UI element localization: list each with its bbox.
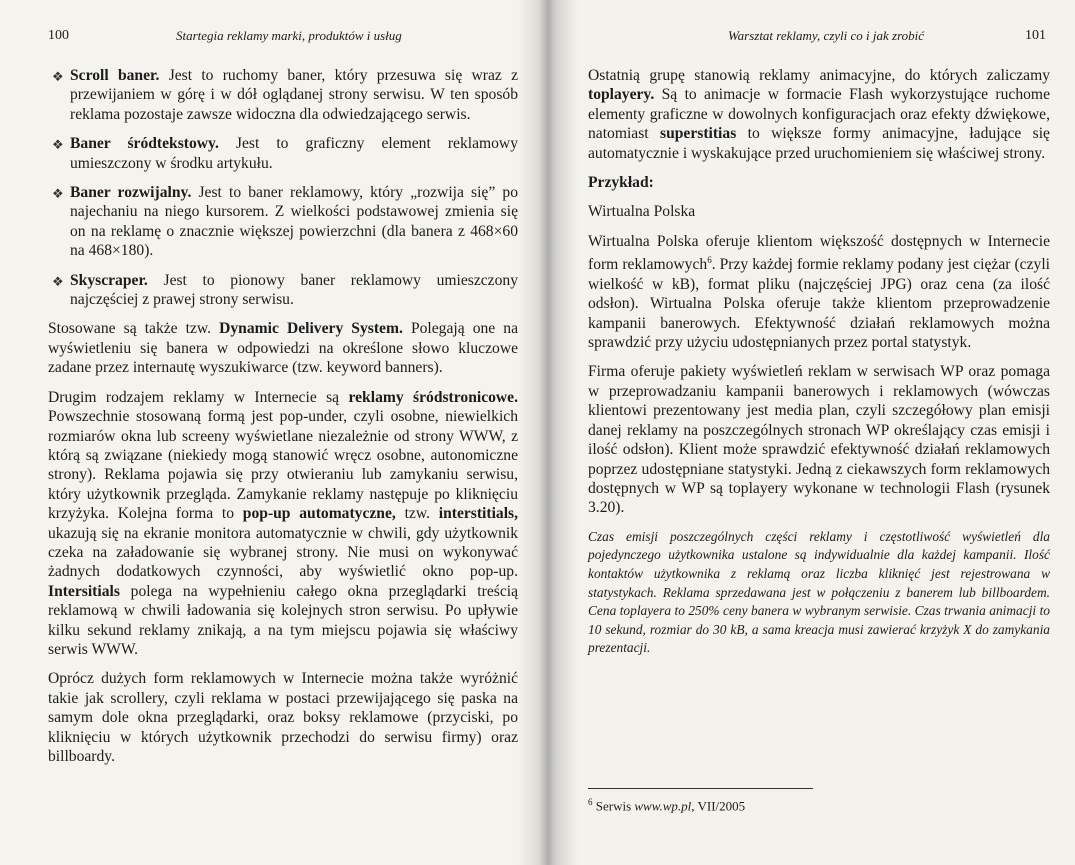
bullet-text: Jest to graficzny element reklamowy umieszczony w środku artykułu. (70, 135, 518, 172)
text-run: Są to animacje w formacie Flash wykorzystujące ruchome elementy graficzne w dowolnych konfiguracjach oraz efekty dźwiękowe, natomiast (588, 86, 1050, 143)
bold-term: superstitias (660, 125, 737, 143)
text-run: Wirtualna Polska oferuje klientom większość dostępnych w Internecie form reklamowych (588, 232, 1050, 274)
bullet-item (48, 183, 518, 261)
text-run: to większe formy animacyjne, ładujące się automatycznie i wyskakujące przed uruchomieniem się właściwej strony. (588, 125, 1050, 162)
diamond-bullet-icon: ❖ (52, 273, 64, 289)
paragraph-scrollery: Oprócz dużych form reklamowych w Internecie można także wyróżnić takie jak scrollery, czyli reklama w postaci przewijającego się paska na samym dole okna przeglądarki, oraz boksy reklamowe (przyciski, po kliknięciu w których użytkownik przechodzi do serwisu firmy) oraz billboardy. (48, 670, 518, 765)
footnote-mark: 6 (588, 797, 593, 807)
text-run: Ostatnią grupę stanowią reklamy animacyjne, do których zaliczamy (588, 67, 1050, 84)
text-run: polega na wypełnieniu całego okna przeglądarki treścią reklamową w chwili ładowania się kolejnych stron serwisu. Po upływie kilku sekund reklamy znikają, a na tym miejscu pojawia się właściwy serwis WWW. (48, 582, 518, 658)
footnote (588, 797, 745, 814)
bold-term: Dynamic Delivery System. (219, 320, 403, 338)
example-name: Wirtualna Polska (588, 203, 696, 221)
bullet-term: Skyscraper. (70, 271, 148, 289)
bullet-term: Baner rozwijalny. (70, 184, 192, 202)
right-page (538, 0, 1075, 865)
bullet-item (48, 271, 518, 310)
bullet-text: Jest to ruchomy baner, który przesuwa się wraz z przewijaniem w górę i w dół oglądanej strony serwisu. W ten sposób reklama pozostaje zawsze widoczna dla odwiedzającego serwis. (70, 67, 518, 123)
bullet-term: Baner śródtekstowy. (70, 135, 219, 153)
diamond-bullet-icon: ❖ (52, 137, 64, 153)
example-label-text: Przykład: (588, 174, 654, 192)
right-running-header: Warsztat reklamy, czyli co i jak zrobić (728, 28, 925, 43)
text-run: ukazują się na ekranie monitora automatycznie w chwili, gdy użytkownik czeka na załadowanie się wybranej strony. Nie musi on wykonywać żadnych dodatkowych czynności, aby wyświetlić okno pop-up. (48, 524, 518, 581)
bold-term: reklamy śródstronicowe. (348, 388, 518, 406)
text-run: Powszechnie stosowaną formą jest pop-under, czyli osobne, niewielkich rozmiarów okna lub screeny wyświetlane niezależnie od strony WWW, z którą są związane (niekiedy mogą stanowić wręcz osobne, autonomiczne strony). Reklama pojawia się przy otwieraniu lub zamykaniu serwisu, który użytkownik przegląda. Zamykanie reklamy następuje po kliknięciu krzyżyka. Kolejna forma to (48, 408, 518, 523)
bullet-term: Scroll baner. (70, 67, 160, 84)
bold-term: pop-up automatyczne, (242, 505, 396, 523)
text-run: tzw. (404, 505, 430, 523)
paragraph-toplayery (588, 66, 1050, 163)
bullet-item (48, 134, 518, 173)
paragraph-reklamy-srodstronicowe (48, 388, 518, 660)
left-page-number: 100 (48, 28, 69, 43)
left-running-header: Startegia reklamy marki, produktów i usług (176, 28, 402, 43)
bullet-text: Jest to baner reklamowy, który „rozwija się” po najechaniu na niego kursorem. Z wielkości podstawowej zmienia się on na reklamę o znacznie większej powierzchni (dla banera z 468×60 na 468×180). (70, 184, 518, 260)
paragraph-dynamic-delivery (48, 319, 518, 377)
footnote-ref: 6 (707, 255, 712, 266)
example-label (588, 173, 1050, 192)
diamond-bullet-icon: ❖ (52, 186, 64, 202)
right-body (588, 66, 1050, 658)
bullet-text: Jest to pionowy baner reklamowy umieszczony najczęściej z prawej strony serwisu. (70, 271, 518, 309)
bold-term: Intersitials (48, 582, 120, 600)
text-run: Polegają one na wyświetleniu się banera w odpowiedzi na określone słowo kluczowe zadane przez internautę wyszukiwarce (tzw. keyword banners). (48, 320, 518, 377)
paragraph-wirtualna-polska (588, 232, 1050, 353)
bold-term: interstitials, (438, 505, 519, 523)
bullet-item (48, 66, 518, 124)
right-page-number: 101 (1025, 28, 1046, 43)
text-run: Stosowane są także tzw. (48, 320, 212, 338)
paragraph-pakiety: Firma oferuje pakiety wyświetleń reklam w serwisach WP oraz pomaga w przeprowadzaniu kampanii banerowych i reklamowych (wówczas klientowi prezentowany jest media plan, czyli szczegółowy plan emisji danej reklamy na poszczególnych stronach WP określający czas emisji i ilość odsłon). Klient może sprawdzić efektywność działań reklamowych poprzez udostępniane statystyki. Jedną z ciekawszych form reklamowych dostępnych w WP są toplayery wykonane w technologii Flash (rysunek 3.20). (588, 363, 1050, 517)
left-body (48, 66, 518, 776)
footnote-rule (588, 788, 813, 789)
text-run: . Przy każdej formie reklamy podany jest ciężar (czyli wielkość w kB), format pliku (najczęściej JPG) oraz cena (za ilość odsłon). Wirtualna Polska oferuje także klientom przeprowadzenie kampanii banerowych. Efektywność działań reklamowych można sprawdzić przy użyciu udostępnianych przez portal statystyk. (588, 256, 1050, 352)
footnote-suffix: , VII/2005 (691, 798, 746, 814)
footnote-text: Serwis (595, 798, 632, 814)
text-run: Drugim rodzajem reklamy w Internecie są (48, 388, 340, 406)
figure-caption: Czas emisji poszczególnych części reklamy i częstotliwość wyświetleń dla pojedynczego użytkownika ustalone są indywidualnie dla każdej kampanii. Ilość kontaktów użytkownika z reklamą oraz liczba kliknięć jest rejestrowana w statystykach. Reklama sprzedawana jest w połączeniu z banerem lub billboardem. Cena toplayera to 250% ceny banera w wybranym serwisie. Czas trwania animacji to 10 sekund, rozmiar do 30 kB, a sama kreacja musi zawierać krzyżyk X do zamykania prezentacji. (588, 528, 1050, 656)
diamond-bullet-icon: ❖ (52, 69, 64, 84)
footnote-url: www.wp.pl (634, 798, 692, 814)
bold-term: toplayery. (588, 86, 655, 104)
